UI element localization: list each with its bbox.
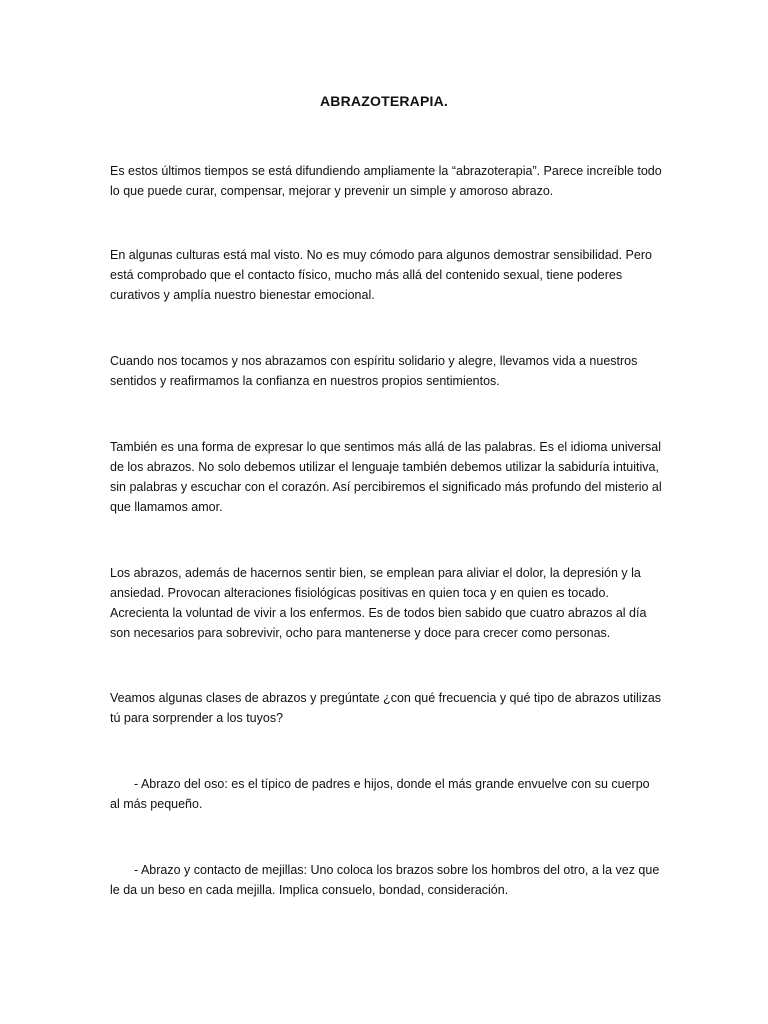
document-title: ABRAZOTERAPIA. — [319, 93, 449, 109]
list-item-bear-hug: - Abrazo del oso: es el típico de padres e hijos, donde el más grande envuelve con su cuerpo al más pequeño. — [110, 777, 650, 811]
paragraph-types-intro: Veamos algunas clases de abrazos y pregúntate ¿con qué frecuencia y qué tipo de abrazos utilizas tú para sorprender a los tuyos? — [110, 691, 662, 725]
paragraph-benefits: Los abrazos, además de hacernos sentir bien, se emplean para aliviar el dolor, la depresión y la ansiedad. Provocan alteraciones fisiológicas positivas en quien toca y en quien es tocado. Acrecienta la voluntad de vivir a los enfermos. Es de todos bien sabido que cuatro abrazos al día son necesarios para sobrevivir, ocho para mantenerse y doce para crecer como personas. — [110, 566, 647, 640]
paragraph-touch: Cuando nos tocamos y nos abrazamos con espíritu solidario y alegre, llevamos vida a nuestros sentidos y reafirmamos la confianza en nuestros propios sentimientos. — [110, 354, 638, 388]
paragraph-language: También es una forma de expresar lo que sentimos más allá de las palabras. Es el idioma universal de los abrazos. No solo debemos utilizar el lenguaje también debemos utilizar la sabiduría intuitiva, sin palabras y escuchar con el corazón. Así percibiremos el significado más profundo del misterio al que llamamos amor. — [110, 440, 662, 514]
paragraph-cultures: En algunas culturas está mal visto. No es muy cómodo para algunos demostrar sensibilidad. Pero está comprobado que el contacto físico, mucho más allá del contenido sexual, tiene poderes curativos y amplía nuestro bienestar emocional. — [110, 248, 652, 302]
paragraph-intro: Es estos últimos tiempos se está difundiendo ampliamente la “abrazoterapia”. Parece increíble todo lo que puede curar, compensar, mejorar y prevenir un simple y amoroso abrazo. — [110, 164, 662, 198]
list-item-cheek-hug: - Abrazo y contacto de mejillas: Uno coloca los brazos sobre los hombros del otro, a la vez que le da un beso en cada mejilla. Implica consuelo, bondad, consideración. — [110, 863, 660, 897]
